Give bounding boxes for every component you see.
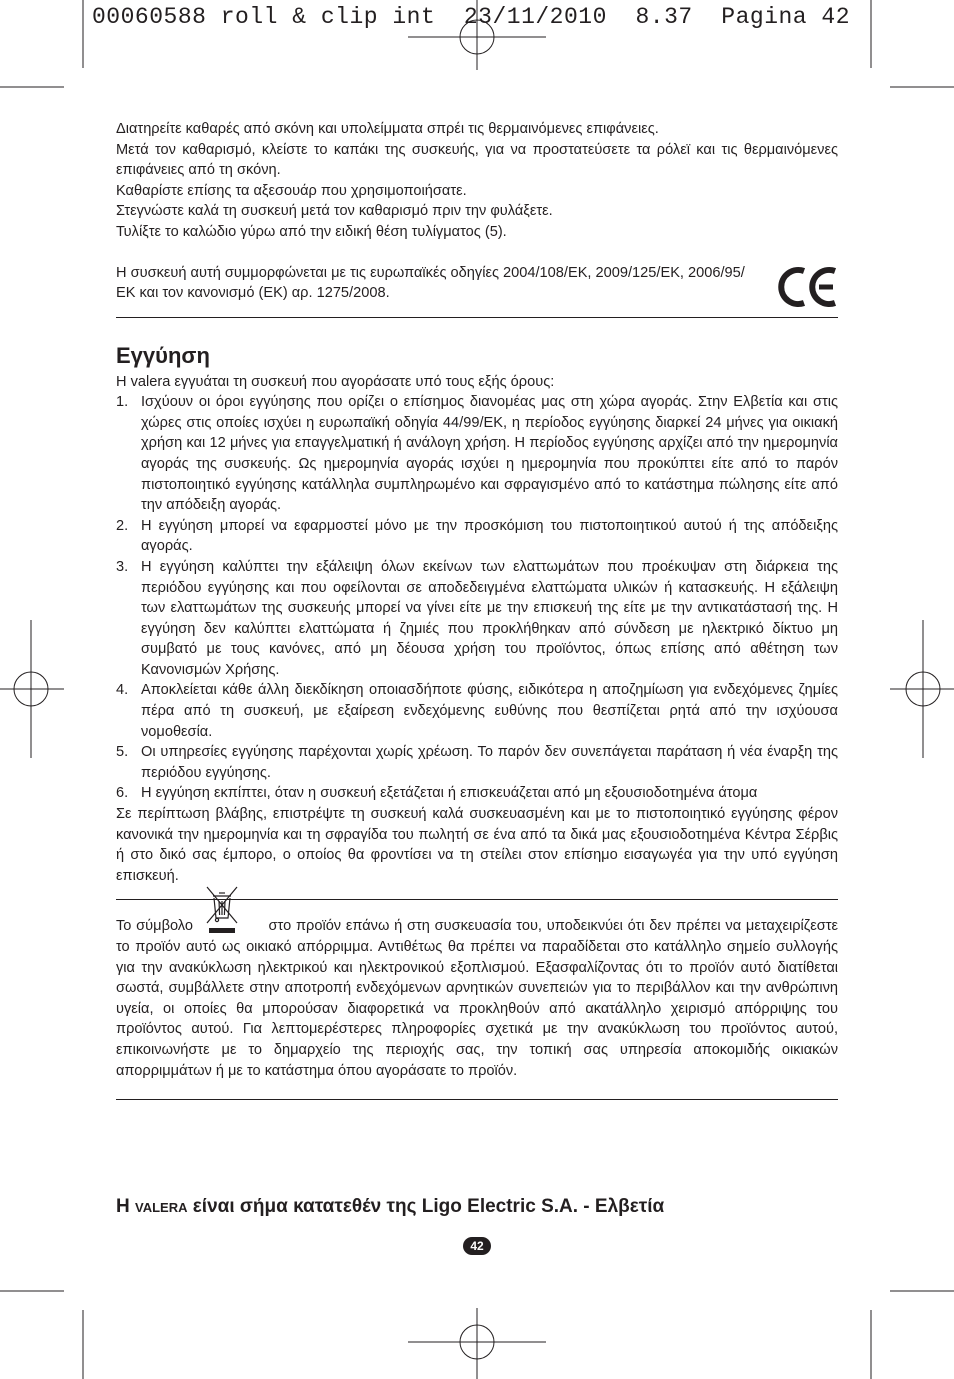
term-text: Η εγγύηση καλύπτει την εξάλειψη όλων εκείνων των ελαττωμάτων που προέκυψαν στη διάρκεια της περιόδου εγγύησης και που οφείλονται σε αποδεδειγμένα ελαττώματα υλικών ή κατασκευής. Η εξάλειψη των ελαττωμάτων της συσκευής μπορεί να γίνει είτε με την επισκευή της είτε με την αντικατάστασή της. Η εγγύηση δεν καλύπτει ελαττώματα ή ζημιές που προκλήθηκαν από σύνδεση με ηλεκτρικό δίκτυο μη συμβατό με τους κανόνες, από μη δέουσα χρήση του προϊόντος, όπως επίσης από αθέτηση των Κανονισμών Χρήσης. — [141, 558, 838, 678]
section-divider — [116, 1099, 838, 1100]
list-item — [116, 742, 838, 783]
term-text: Ισχύουν οι όροι εγγύησης που ορίζει ο επίσημος διανομέας μας στη χώρα αγοράς. Στην Ελβετία και στις χώρες στις οποίες ισχύει η ευρωπαϊκή οδηγία 44/99/ΕΚ, η περίοδος εγγύησης διαρκεί 24 μήνες για οικιακή χρήση και 12 μήνες για επαγγελματική ή ανάλογη χρήση. Η περίοδος εγγύησης αρχίζει από την ημερομηνία αγοράς της συσκευής. Ως ημερομηνία αγοράς ισχύει η ημερομηνία που προκύπτει είτε από το παρόν πιστοποιητικό εγγύησης κατάλληλα συμπληρωμένο και σφραγισμένο από το κατάστημα πώλησης είτε από την απόδειξη αγοράς. — [141, 394, 838, 514]
warranty-section — [116, 342, 838, 887]
care-line: Διατηρείτε καθαρές από σκόνη και υπολείμματα σπρέι τις θερμαινόμενες επιφάνειες. — [116, 121, 659, 137]
list-item — [116, 680, 838, 742]
compliance-text: Η συσκευή αυτή συμμορφώνεται με τις ευρωπαϊκές οδηγίες 2004/108/ΕΚ, 2009/125/ΕΚ, 2006/95/ΕΚ και τον κανονισμό (ΕΚ) αρ. 1275/2008. — [116, 264, 745, 302]
care-line: Τυλίξτε το καλώδιο γύρω από την ειδική θέση τυλίγματος (5). — [116, 223, 507, 240]
term-number: 6. — [116, 785, 129, 802]
term-number: 1. — [116, 394, 129, 411]
term-text: Η εγγύηση μπορεί να εφαρμοστεί μόνο με την προσκόμιση του πιστοποιητικού αυτού ή της απόδειξης αγοράς. — [141, 517, 838, 555]
page-content — [116, 119, 838, 1100]
weee-text-rest: στο προϊόν επάνω ή στη συσκευασία του, υποδεικνύει ότι δεν πρέπει να μεταχειρίζεστε το προϊόν αυτό ως οικιακό απόρριμμα. Αντιθέτως θα πρέπει να παραδίδεται στο κατάλληλο σημείο συλλογής για την ανακύκλωση ηλεκτρικού και ηλεκτρονικού εξοπλισμού. Εξασφαλίζοντας ότι το προϊόν αυτό διατίθεται σωστά, συμβάλλετε στην αποτροπή ενδεχόμενων αρνητικών συνεπειών για το περιβάλλον και την ανθρώπινη υγεία, οι οποίες θα μπορούσαν διαφορετικά να προκληθούν από ακατάλληλο χειρισμό απόρριψης του προϊόντος αυτού. Για λεπτομερέστερες πληροφορίες σχετικά με την ανακύκλωση του προϊόντος αυτού, επικοινωνήστε με το δημαρχείο της περιοχής σας, την τοπική σας υπηρεσία αποκομιδής οικιακών απορριμμάτων ή με το κατάστημα όπου αγοράσατε το προϊόν. — [116, 918, 838, 1079]
term-number: 2. — [116, 517, 129, 534]
crossed-out-wheelie-bin-icon — [204, 886, 240, 936]
term-number: 3. — [116, 558, 129, 575]
care-line: Καθαρίστε επίσης τα αξεσουάρ που χρησιμοποιήσατε. — [116, 182, 467, 199]
print-slug: 00060588 roll & clip int 23/11/2010 8.37 Pagina 42 — [92, 4, 851, 30]
care-line: Μετά τον καθαρισμό, κλείστε το καπάκι της συσκευής, για να προστατεύσετε τα ρόλεϊ και τις θερμαινόμενες επιφάνειες από τη σκόνη. — [116, 141, 838, 179]
list-item — [116, 557, 838, 681]
page-number: 42 — [463, 1237, 491, 1255]
term-text: Οι υπηρεσίες εγγύησης παρέχονται χωρίς χρέωση. Το παρόν δεν συνεπάγεται παράταση ή νέα έναρξη της περιόδου εγγύησης. — [141, 744, 838, 781]
ce-mark-icon — [778, 265, 838, 309]
weee-text — [116, 916, 838, 1081]
trademark-text: είναι σήμα κατατεθέν της Ligo Electric S.A. - Ελβετία — [192, 1196, 665, 1217]
term-number: 5. — [116, 744, 129, 761]
care-instructions — [116, 119, 838, 243]
weee-section — [116, 916, 838, 1081]
weee-text-start: Το σύμβολο — [116, 918, 193, 935]
warranty-title: Εγγύηση — [116, 342, 210, 368]
term-text: Η εγγύηση εκπίπτει, όταν η συσκευή εξετάζεται ή επισκευάζεται από μη εξουσιοδοτημένα άτομα — [141, 785, 758, 802]
trademark-prefix: Η — [116, 1196, 130, 1217]
list-item — [116, 392, 838, 516]
list-item — [116, 516, 838, 557]
brand-name: VALERA — [135, 1200, 188, 1215]
care-line: Στεγνώστε καλά τη συσκευή μετά τον καθαρισμό πριν την φυλάξετε. — [116, 203, 553, 220]
compliance-block — [116, 263, 838, 309]
warranty-terms — [116, 392, 838, 804]
section-divider — [116, 317, 838, 318]
term-number: 4. — [116, 682, 129, 699]
warranty-intro: Η valera εγγυάται τη συσκευή που αγοράσατε υπό τους εξής όρους: — [116, 373, 555, 390]
list-item — [116, 783, 838, 804]
warranty-closing: Σε περίπτωση βλάβης, επιστρέψτε τη συσκευή καλά συσκευασμένη και με το πιστοποιητικό εγγύησης φέρον κανονικά την ημερομηνία και τη σφραγίδα του πωλητή σε ένα από τα δικά μας εξουσιοδοτημένα Κέντρα Σέρβις ή στο δικό σας έμπορο, ο οποίος θα φροντίσει να τη στείλει στον επίσημο εισαγωγέα για την υπό εγγύηση επισκευή. — [116, 806, 838, 884]
trademark-notice — [116, 1196, 664, 1218]
term-text: Αποκλείεται κάθε άλλη διεκδίκηση οποιασδήποτε φύσης, ειδικότερα η αποζημίωση για ενδεχόμενες ζημίες πέρα από τη συσκευή, με εξαίρεση ενδεχόμενης ευθύνης που θεσπίζεται ρητά από την ισχύουσα νομοθεσία. — [141, 682, 838, 740]
